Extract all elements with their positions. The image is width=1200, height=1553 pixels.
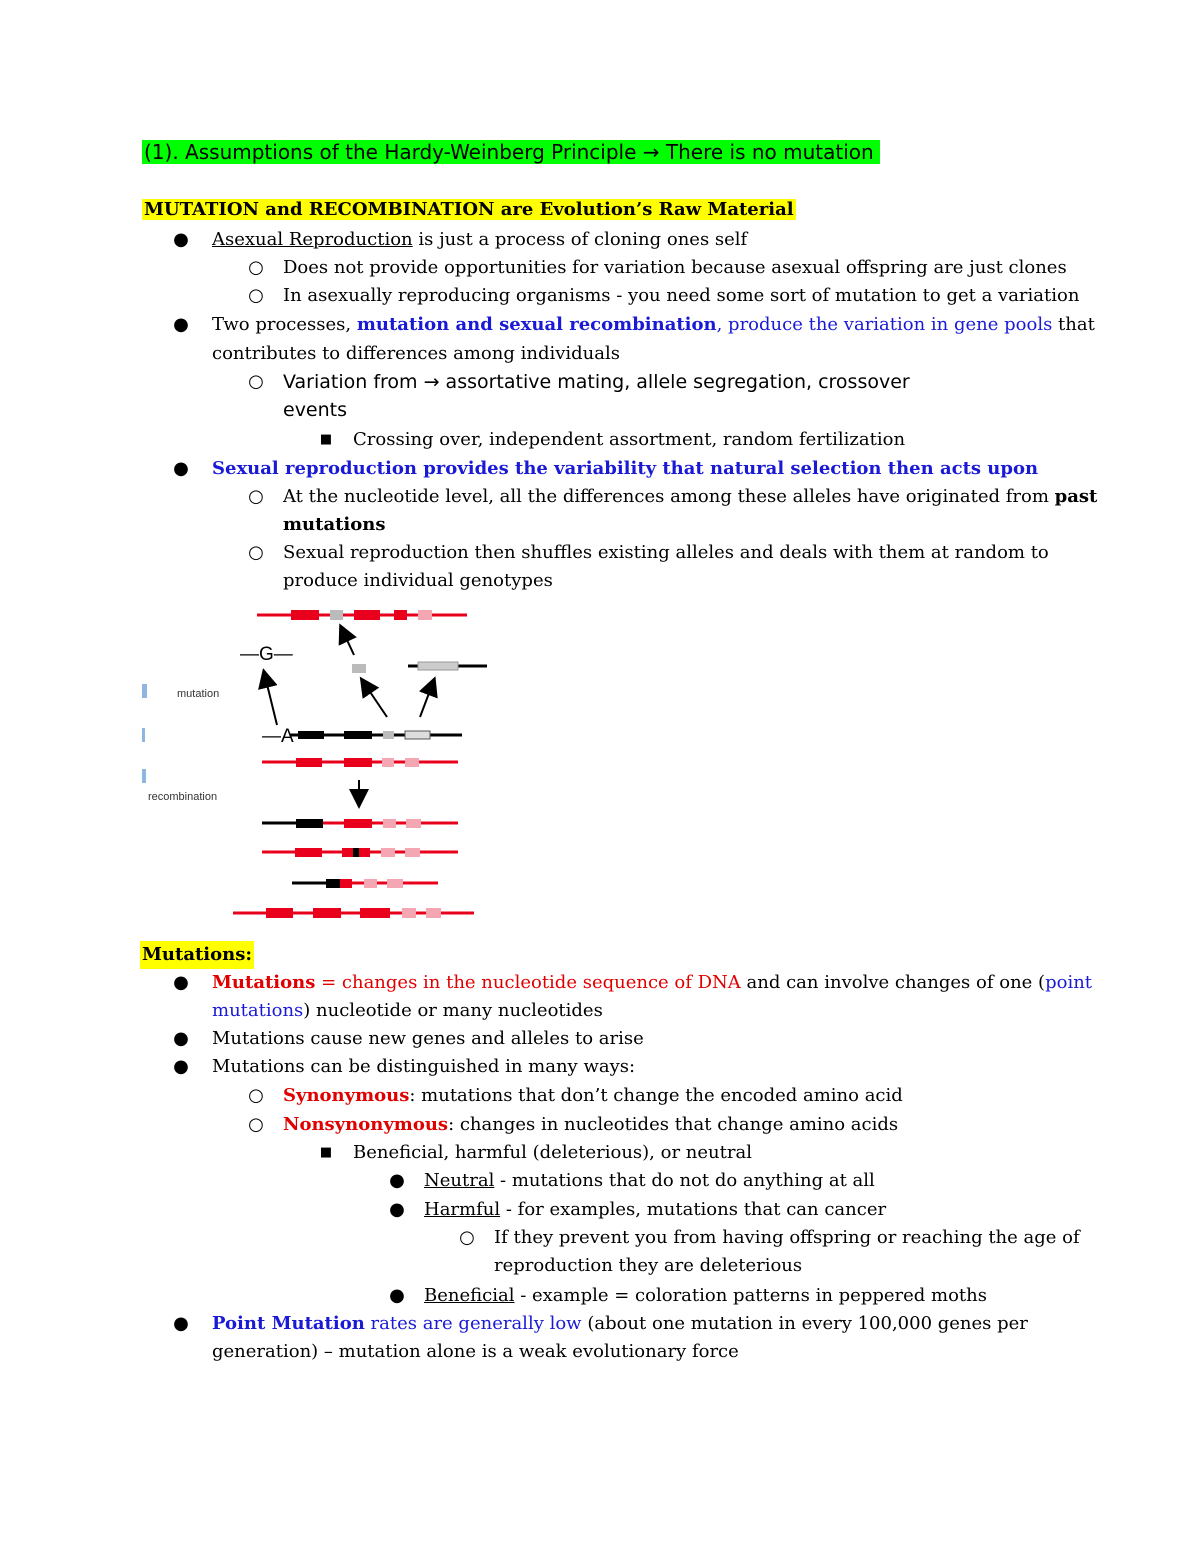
dna-strand (262, 758, 458, 767)
list-item: Sexual reproduction then shuffles existing alleles and deals with them at random to (283, 542, 1049, 563)
dna-strand (262, 819, 458, 828)
list-item: Neutral - mutations that do not do anything at all (424, 1170, 875, 1191)
dna-fragment (408, 662, 487, 670)
list-item-continuation: reproduction they are deleterious (494, 1255, 803, 1276)
recombination-label: recombination (148, 791, 218, 803)
list-item: Nonsynonymous: changes in nucleotides that change amino acids (283, 1114, 899, 1135)
dna-strand (257, 610, 467, 620)
list-item: Beneficial, harmful (deleterious), or neutral (353, 1142, 752, 1163)
list-item: Asexual Reproduction is just a process of cloning ones self (212, 229, 748, 250)
page-title: (1). Assumptions of the Hardy-Weinberg Principle → There is no mutation (142, 140, 880, 164)
mutation-label: mutation (177, 688, 220, 700)
list-item: Point Mutation rates are generally low (about one mutation in every 100,000 genes per (212, 1313, 1028, 1334)
list-item: Beneficial - example = coloration patterns in peppered moths (424, 1285, 987, 1306)
list-item: Two processes, mutation and sexual recombination, produce the variation in gene pools that (212, 314, 1095, 335)
arrow-icon (362, 680, 387, 717)
document-page: (1). Assumptions of the Hardy-Weinberg Principle → There is no mutation MUTATION and RECOMBINATION are Evolution’s Raw Material ● Asexual Reproduction is just a process of cloning ones self ○ Does not provide opportunities for variation because asexual offspring are just clones ○ In asexually reproducing organisms - you need some sort of mutation to get a variation ● Two processes, mutation and sexual recombination, produce the variation in gene pools that contributes to differences among individuals ○ Variation from → assortative mating, allele segregation, crossover events ■ Crossing over, independent assortment, random fertilization ● Sexual reproduction provides the variability that natural selection then acts upon ○ At the nucleotide level, all the differences among these alleles have originated from past mutations ○ Sexual reproduction then shuffles existing alleles and deals with them at random to produce individual genotypes mutation recombination —G— —A Mutations: ● Mutations = changes in the nucleotide sequence of DNA and can involve changes of one (point mutations) nucleotide or many nucleotides ● Mutations cause new genes and alleles to arise ● Mutations can be distinguished in many ways: ○ Synonymous: mutations that don’t change the encoded amino acid ○ Nonsynonymous: changes in nucleotides that change amino acids ■ Beneficial, harmful (deleterious), or neutral ● Neutral - mutations that do not do anything at all ● Harmful - for examples, mutations that can cancer ○ If they prevent you from having offspring or reaching the age of reproduction they are deleterious ● Beneficial - example = coloration patterns in peppered moths ● Point Mutation rates are generally low (about one mutation in every 100,000 genes per generation) – mutation alone is a weak evolutionary force (0, 0, 1200, 1553)
section-heading-mutations: Mutations: (140, 941, 254, 969)
list-item-continuation: generation) – mutation alone is a weak evolutionary force (212, 1341, 739, 1362)
dna-strand (262, 848, 458, 857)
list-item: Crossing over, independent assortment, random fertilization (353, 429, 906, 450)
list-item: Synonymous: mutations that don’t change the encoded amino acid (283, 1085, 903, 1106)
list-item: Harmful - for examples, mutations that can cancer (424, 1199, 887, 1220)
list-item: Variation from → assortative mating, allele segregation, crossover (283, 371, 910, 393)
arrow-icon (420, 680, 434, 717)
list-item-continuation: mutations (283, 514, 386, 535)
list-item: Does not provide opportunities for variation because asexual offspring are just clones (283, 257, 1067, 278)
list-item: Mutations can be distinguished in many ways: (212, 1056, 636, 1077)
list-item-continuation: events (283, 399, 348, 421)
list-item: If they prevent you from having offspring or reaching the age of (494, 1227, 1080, 1248)
list-item-continuation: contributes to differences among individuals (212, 343, 620, 364)
nucleotide-a-label: —A (262, 726, 294, 747)
nucleotide-g-label: —G— (240, 644, 293, 665)
list-item: Sexual reproduction provides the variability that natural selection then acts upon (212, 458, 1039, 479)
list-item-continuation: produce individual genotypes (283, 570, 553, 591)
dna-strand (233, 908, 474, 918)
section-heading-mutation-recombination: MUTATION and RECOMBINATION are Evolution’s Raw Material (144, 199, 794, 220)
list-item-continuation: mutations) nucleotide or many nucleotides (212, 1000, 603, 1021)
dna-fragment (352, 664, 366, 673)
dna-strand (290, 731, 462, 739)
list-item: At the nucleotide level, all the differences among these alleles have originated from past (283, 486, 1098, 507)
list-item: Mutations cause new genes and alleles to arise (212, 1028, 644, 1049)
arrow-icon (341, 627, 354, 655)
arrow-icon (264, 672, 277, 725)
list-item: Mutations = changes in the nucleotide sequence of DNA and can involve changes of one (point (212, 972, 1093, 993)
list-item: In asexually reproducing organisms - you need some sort of mutation to get a variation (283, 285, 1080, 306)
dna-strand (292, 879, 438, 888)
